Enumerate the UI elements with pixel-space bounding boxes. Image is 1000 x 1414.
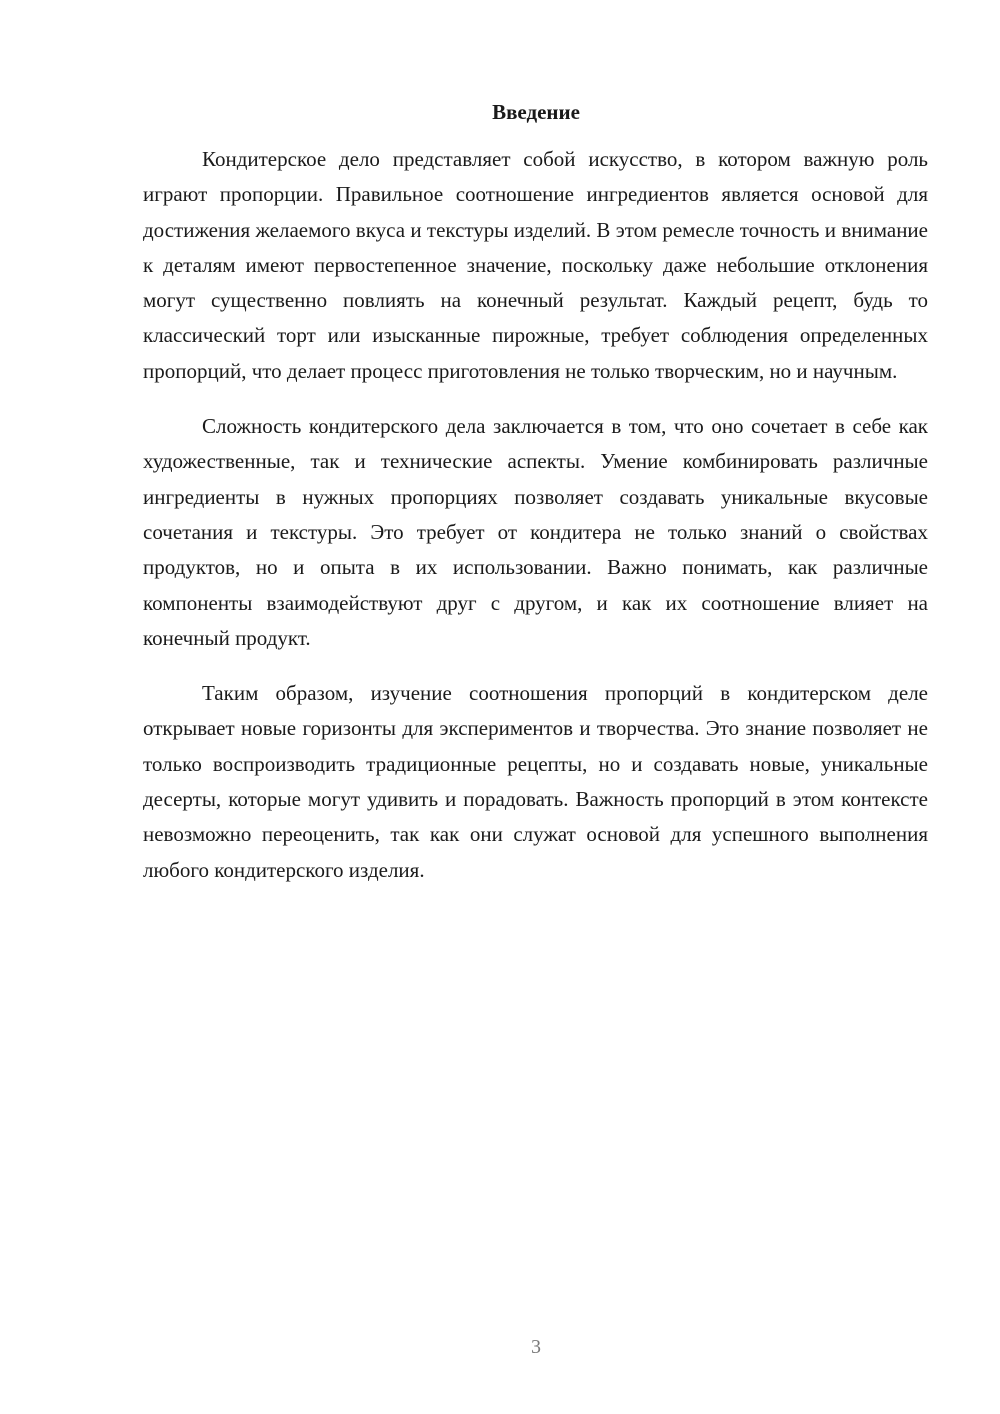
paragraph-3: Таким образом, изучение соотношения пропорций в кондитерском деле открывает новые горизонты для экспериментов и творчества. Это знание позволяет не только воспроизводить традиционные рецепты, но и создавать новые, уникальные десерты, которые могут удивить и порадовать. Важность пропорций в этом контексте невозможно переоценить, так как они служат основой для успешного выполнения любого кондитерского изделия. — [143, 681, 928, 882]
paragraph-1: Кондитерское дело представляет собой искусство, в котором важную роль играют пропорции. Правильное соотношение ингредиентов является основой для достижения желаемого вкуса и текстуры изделий. В этом ремесле точность и внимание к деталям имеют первостепенное значение, поскольку даже небольшие отклонения могут существенно повлиять на конечный результат. Каждый рецепт, будь то классический торт или изысканные пирожные, требует соблюдения определенных пропорций, что делает процесс приготовления не только творческим, но и научным. — [143, 147, 928, 383]
section-title: Введение — [492, 100, 580, 124]
paragraph-2: Сложность кондитерского дела заключается в том, что оно сочетает в себе как художественные, так и технические аспекты. Умение комбинировать различные ингредиенты в нужных пропорциях позволяет создавать уникальные вкусовые сочетания и текстуры. Это требует от кондитера не только знаний о свойствах продуктов, но и опыта в их использовании. Важно понимать, как различные компоненты взаимодействуют друг с другом, и как их соотношение влияет на конечный продукт. — [143, 414, 928, 650]
page-number: 3 — [531, 1336, 541, 1358]
document-body — [143, 142, 928, 888]
